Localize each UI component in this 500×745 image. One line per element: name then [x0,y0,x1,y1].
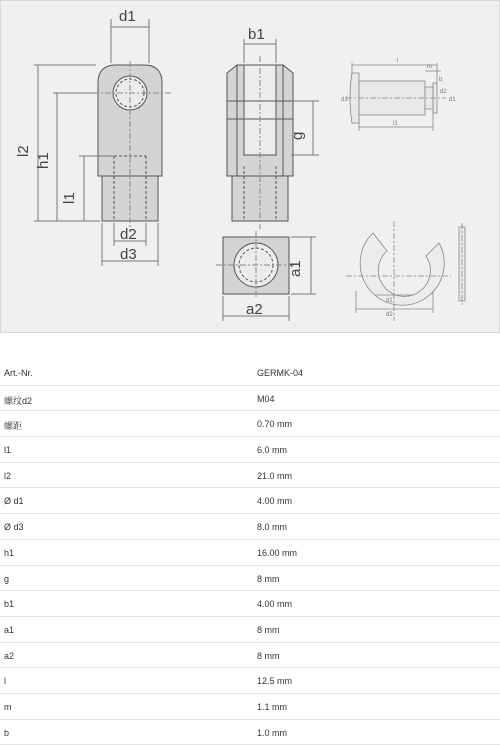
spec-key: g [4,573,10,584]
pin-label-l1: l1 [393,121,398,127]
spec-value: M04 [257,393,275,404]
spec-row [0,720,500,745]
spec-row [0,488,500,514]
technical-drawing [0,0,500,333]
clip-label-d1: d1 [386,298,393,304]
spec-value: 4.00 mm [257,599,293,610]
spec-row [0,360,500,386]
spec-row [0,463,500,489]
spec-key: 螺距 [4,421,23,432]
spec-value: 8 mm [257,624,280,635]
spec-key: a2 [4,650,15,661]
front-view [34,19,171,266]
spec-row [0,411,500,437]
spec-key: Ø d1 [4,496,24,507]
spec-value: 4.00 mm [257,496,293,507]
spec-value: GERMK-04 [257,368,304,378]
spec-value: 12.5 mm [257,676,293,687]
label-d1: d1 [119,8,136,25]
spec-value: 0.70 mm [257,419,293,430]
label-g: g [289,131,306,140]
label-d2: d2 [120,226,137,243]
spec-row [0,668,500,694]
spec-key: Ø d3 [4,522,24,533]
label-l2: l2 [15,145,32,157]
spec-table [0,360,500,745]
side-view [216,39,319,321]
spec-value: 8.0 mm [257,522,288,533]
spec-value: 1.0 mm [257,727,288,738]
spec-key: b1 [4,599,15,610]
pin-label-d3: d3 [341,97,348,103]
spec-key: h1 [4,547,15,558]
clip-label-d2: d2 [386,312,393,318]
spec-key: l1 [4,445,12,456]
pin-label-m: m [427,64,432,70]
pin-label-d2: d2 [440,89,447,95]
spec-value: 6.0 mm [257,445,288,456]
spec-value: 16.00 mm [257,547,298,558]
pin-label-b: b [439,77,443,83]
spec-key: l [4,676,6,687]
spec-row [0,566,500,592]
spec-key: b [4,727,10,738]
drawing-svg [1,1,500,334]
spec-row [0,514,500,540]
spec-value: 8 mm [257,650,280,661]
label-a2: a2 [246,301,263,318]
spec-key: m [4,701,12,712]
spec-key: Art.-Nr. [4,368,33,378]
label-l1: l1 [61,192,78,204]
spec-row [0,437,500,463]
spec-value: 8 mm [257,573,280,584]
spec-row [0,643,500,669]
spec-row [0,617,500,643]
label-b1: b1 [248,26,265,43]
spec-key: l2 [4,470,12,481]
label-h1: h1 [35,152,52,169]
pin-label-d1: d1 [449,97,456,103]
spec-row [0,540,500,566]
pin-label-l: l [397,58,399,64]
label-a1: a1 [287,260,304,277]
spec-key: a1 [4,624,15,635]
spec-value: 21.0 mm [257,470,293,481]
spec-key: 螺纹d2 [4,395,33,406]
spec-row [0,694,500,720]
clip-view [346,221,465,321]
spec-row [0,386,500,412]
spec-row [0,591,500,617]
label-d3: d3 [120,246,137,263]
spec-value: 1.1 mm [257,701,288,712]
